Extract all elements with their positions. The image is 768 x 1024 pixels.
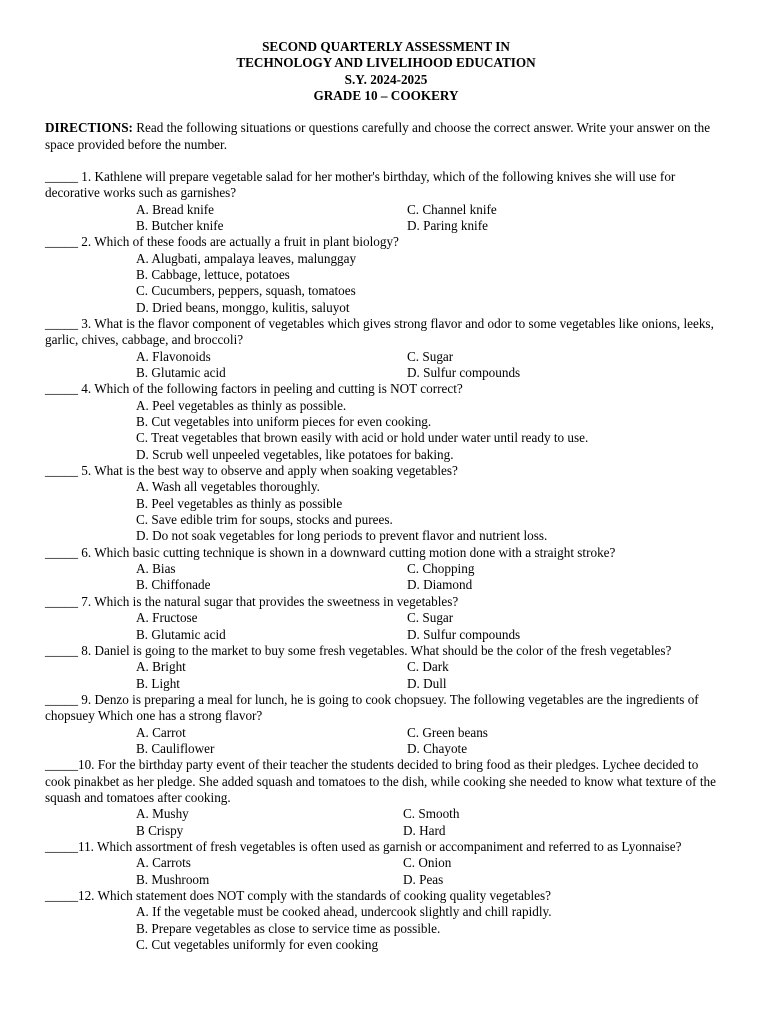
answer-option: A. Carrot — [136, 724, 186, 740]
answer-option: B Crispy — [136, 822, 184, 838]
header-grade-subject: GRADE 10 – COOKERY — [313, 87, 459, 103]
answer-option: D. Paring knife — [407, 217, 488, 233]
question-text: _____12. Which statement does NOT comply with the standards of cooking quality vegetables? — [45, 888, 552, 903]
question-11 — [45, 839, 727, 888]
answer-option: C. Cucumbers, peppers, squash, tomatoes — [136, 283, 356, 299]
answer-option: A. Mushy — [136, 806, 189, 822]
answer-option: C. Green beans — [407, 724, 488, 740]
header-title-line2: TECHNOLOGY AND LIVELIHOOD EDUCATION — [236, 55, 536, 71]
answer-option: D. Diamond — [407, 577, 473, 593]
directions-text: Read the following situations or questions carefully and choose the correct answer. Write your answer on the space provided before the number. — [45, 120, 711, 152]
answer-option: B. Prepare vegetables as close to service time as possible. — [136, 920, 441, 936]
answer-options — [136, 659, 727, 692]
answer-options — [136, 479, 727, 544]
question-7 — [45, 594, 727, 643]
answer-options — [136, 202, 727, 235]
answer-option: B. Peel vegetables as thinly as possible — [136, 495, 343, 511]
question-text: _____ 1. Kathlene will prepare vegetable salad for her mother's birthday, which of the following knives she will use for decorative works such as garnishes? — [45, 168, 676, 201]
answer-option: D. Dull — [407, 675, 447, 691]
answer-option: C. Smooth — [403, 806, 460, 822]
answer-option: D. Dried beans, monggo, kulitis, saluyot — [136, 299, 350, 315]
answer-option: A. Carrots — [136, 855, 191, 871]
answer-option: A. Flavonoids — [136, 348, 211, 364]
answer-option: D. Sulfur compounds — [407, 626, 521, 642]
answer-option: A. If the vegetable must be cooked ahead, undercook slightly and chill rapidly. — [136, 904, 552, 920]
question-5 — [45, 463, 727, 545]
question-text: _____ 2. Which of these foods are actually a fruit in plant biology? — [45, 234, 399, 250]
answer-option: A. Bread knife — [136, 201, 214, 217]
answer-option: A. Fructose — [136, 610, 198, 626]
answer-options — [136, 610, 727, 643]
question-1 — [45, 169, 727, 234]
answer-option: D. Do not soak vegetables for long periods to prevent flavor and nutrient loss. — [136, 528, 548, 544]
answer-option: B. Cut vegetables into uniform pieces for even cooking. — [136, 414, 432, 430]
question-4 — [45, 381, 727, 463]
answer-option: A. Alugbati, ampalaya leaves, malunggay — [136, 250, 357, 266]
directions — [45, 120, 727, 153]
header-title-line1: SECOND QUARTERLY ASSESSMENT IN — [262, 39, 510, 54]
question-10 — [45, 757, 727, 839]
question-9 — [45, 692, 727, 757]
answer-options — [136, 349, 727, 382]
answer-options — [136, 398, 727, 463]
question-text: _____ 7. Which is the natural sugar that provides the sweetness in vegetables? — [45, 593, 459, 609]
question-2 — [45, 234, 727, 316]
answer-options — [136, 855, 727, 888]
answer-option: C. Dark — [407, 659, 449, 675]
question-12 — [45, 888, 727, 953]
answer-option: C. Sugar — [407, 348, 454, 364]
answer-option: C. Chopping — [407, 561, 475, 577]
question-text: _____ 6. Which basic cutting technique is shown in a downward cutting motion done with a straight stroke? — [45, 544, 616, 560]
answer-options — [136, 904, 727, 953]
answer-option: B. Glutamic acid — [136, 365, 226, 380]
answer-option: B. Butcher knife — [136, 217, 224, 233]
answer-option: D. Scrub well unpeeled vegetables, like potatoes for baking. — [136, 446, 454, 462]
directions-label: DIRECTIONS: — [45, 120, 133, 136]
question-6 — [45, 545, 727, 594]
answer-option: B. Light — [136, 675, 180, 691]
question-text: _____ 4. Which of the following factors in peeling and cutting is NOT correct? — [45, 381, 463, 397]
question-3 — [45, 316, 727, 381]
question-text: _____ 3. What is the flavor component of vegetables which gives strong flavor and odor to some vegetables like onions, leeks, garlic, chives, cabbage, and broccoli? — [45, 315, 714, 348]
assessment-header — [45, 39, 727, 104]
question-text: _____11. Which assortment of fresh vegetables is often used as garnish or accompaniment and referred to as Lyonnaise? — [45, 838, 682, 854]
answer-options — [136, 561, 727, 594]
question-8 — [45, 643, 727, 692]
answer-option: B. Cauliflower — [136, 740, 215, 756]
answer-option: A. Peel vegetables as thinly as possible. — [136, 397, 347, 413]
answer-option: B. Cabbage, lettuce, potatoes — [136, 266, 290, 282]
answer-option: C. Channel knife — [407, 201, 497, 217]
answer-option: A. Wash all vegetables thoroughly. — [136, 479, 320, 495]
answer-option: D. Hard — [403, 822, 446, 838]
answer-option: A. Bright — [136, 659, 186, 675]
answer-option: C. Sugar — [407, 610, 454, 626]
answer-option: C. Onion — [403, 855, 452, 871]
question-text: _____ 5. What is the best way to observe and apply when soaking vegetables? — [45, 463, 458, 479]
answer-option: D. Peas — [403, 871, 444, 887]
question-text: _____10. For the birthday party event of their teacher the students decided to bring food as their pledges. Lychee decided to cook pinakbet as her pledge. She added squash and tomatoes to the dish, while cooking she needed to know what texture of the squash and tomatoes after cooking. — [45, 757, 716, 805]
answer-option: D. Chayote — [407, 740, 468, 756]
answer-option: C. Save edible trim for soups, stocks and purees. — [136, 512, 393, 528]
answer-option: B. Chiffonade — [136, 577, 211, 593]
question-text: _____ 8. Daniel is going to the market to buy some fresh vegetables. What should be the color of the fresh vegetables? — [45, 642, 672, 658]
answer-option: D. Sulfur compounds — [407, 365, 521, 380]
answer-option: A. Bias — [136, 561, 176, 577]
answer-option: B. Mushroom — [136, 871, 210, 887]
question-list — [45, 169, 727, 954]
answer-options — [136, 251, 727, 316]
answer-option: C. Treat vegetables that brown easily with acid or hold under water until ready to use. — [136, 430, 589, 446]
answer-option: C. Cut vegetables uniformly for even cooking — [136, 937, 379, 953]
answer-option: B. Glutamic acid — [136, 626, 226, 642]
question-text: _____ 9. Denzo is preparing a meal for lunch, he is going to cook chopsuey. The following vegetables are the ingredients of chopsuey Which one has a strong flavor? — [45, 691, 699, 724]
header-school-year: S.Y. 2024-2025 — [344, 71, 428, 87]
answer-options — [136, 806, 727, 839]
assessment-page — [45, 39, 727, 953]
answer-options — [136, 725, 727, 758]
